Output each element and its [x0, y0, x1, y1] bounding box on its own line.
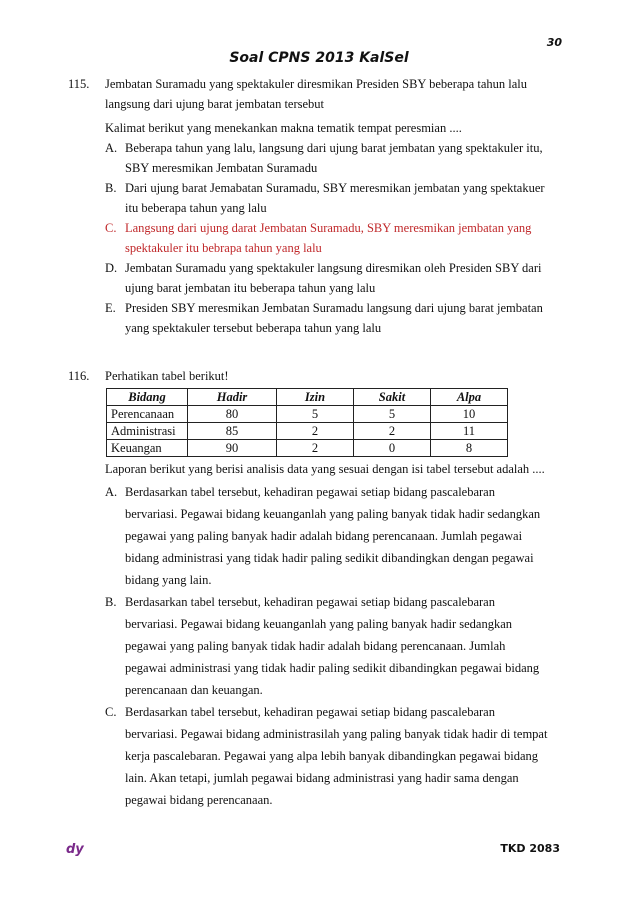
question-instruction: Laporan berikut yang berisi analisis data yang sesuai dengan isi tabel tersebut adalah .... — [105, 462, 545, 476]
option-letter: E. — [105, 301, 116, 315]
table-header-cell: Hadir — [188, 389, 277, 406]
option-line: pegawai yang paling banyak hadir adalah bidang perencanaan. Jumlah pegawai — [125, 529, 523, 543]
table-header-cell: Sakit — [354, 389, 431, 406]
option-a — [105, 138, 563, 178]
footer-code: TKD 2083 — [500, 842, 560, 855]
page-header-title: Soal CPNS 2013 KalSel — [229, 50, 409, 66]
attendance-table — [106, 388, 508, 457]
option-line: ujung barat jembatan itu beberapa tahun yang lalu — [125, 281, 376, 295]
table-cell: 2 — [354, 423, 431, 440]
table-cell: 5 — [354, 406, 431, 423]
table-cell: 0 — [354, 440, 431, 457]
option-letter: C. — [105, 221, 117, 235]
option-letter: D. — [105, 261, 118, 275]
option-line: Berdasarkan tabel tersebut, kehadiran pegawai setiap bidang pascalebaran — [125, 595, 495, 609]
option-line: kerja pascalebaran. Pegawai yang alpa lebih banyak dibandingkan pegawai bidang — [125, 749, 539, 763]
option-line: spektakuler itu bebrapa tahun yang lalu — [125, 241, 322, 255]
table-row — [107, 440, 508, 457]
footer-initials: dy — [66, 842, 84, 857]
table-row — [107, 406, 508, 423]
option-line: Presiden SBY meresmikan Jembatan Suramadu langsung dari ujung barat jembatan — [125, 301, 543, 315]
table-header-cell: Izin — [277, 389, 354, 406]
option-line: Berdasarkan tabel tersebut, kehadiran pegawai setiap bidang pascalebaran — [125, 485, 495, 499]
table-cell: Keuangan — [107, 440, 188, 457]
option-line: bidang yang lain. — [125, 573, 212, 587]
option-line: pegawai administrasi yang tidak hadir paling sedikit dibandingkan pegawai bidang — [125, 661, 540, 675]
option-line: Berdasarkan tabel tersebut, kehadiran pegawai setiap bidang pascalebaran — [125, 705, 495, 719]
option-line: pegawai yang paling banyak tidak hadir adalah bidang perencanaan. Jumlah — [125, 639, 506, 653]
option-c-answer — [105, 218, 563, 258]
table-cell: 10 — [431, 406, 508, 423]
table-cell: 8 — [431, 440, 508, 457]
question-116 — [68, 366, 563, 811]
table-cell: 80 — [188, 406, 277, 423]
table-cell: 5 — [277, 406, 354, 423]
option-line: bervariasi. Pegawai bidang keuanganlah yang paling banyak tidak hadir sedangkan — [125, 507, 541, 521]
question-number: 116. — [68, 369, 90, 383]
option-line: itu beberapa tahun yang lalu — [125, 201, 267, 215]
option-line: Langsung dari ujung darat Jembatan Suramadu, SBY meresmikan jembatan yang — [125, 221, 532, 235]
option-line: Beberapa tahun yang lalu, langsung dari ujung barat jembatan yang spektakuler itu, — [125, 141, 543, 155]
table-cell: 2 — [277, 440, 354, 457]
option-line: bervariasi. Pegawai bidang keuanganlah yang paling banyak hadir sedangkan — [125, 617, 513, 631]
option-line: Dari ujung barat Jemabatan Suramadu, SBY meresmikan jembatan yang spektakuer — [125, 181, 545, 195]
question-stem-line: Jembatan Suramadu yang spektakuler diresmikan Presiden SBY beberapa tahun lalu — [105, 77, 527, 91]
option-line: bidang administrasi yang tidak hadir paling sedikit dibandingkan dengan pegawai — [125, 551, 534, 565]
option-b — [105, 591, 563, 701]
table-header-cell: Bidang — [107, 389, 188, 406]
option-line: pegawai bidang perencanaan. — [125, 793, 273, 807]
option-b — [105, 178, 563, 218]
question-stem: Perhatikan tabel berikut! — [105, 369, 229, 383]
option-letter: C. — [105, 705, 117, 719]
option-line: lain. Akan tetapi, jumlah pegawai bidang administrasi yang hadir sama dengan — [125, 771, 519, 785]
option-letter: B. — [105, 181, 117, 195]
table-cell: 11 — [431, 423, 508, 440]
page-number: 30 — [546, 36, 562, 49]
option-e — [105, 298, 563, 338]
table-header-row — [107, 389, 508, 406]
option-c — [105, 701, 563, 811]
question-instruction: Kalimat berikut yang menekankan makna tematik tempat peresmian .... — [105, 121, 462, 135]
table-cell: 85 — [188, 423, 277, 440]
option-letter: B. — [105, 595, 117, 609]
option-line: yang spektakuler tersebut beberapa tahun yang lalu — [125, 321, 382, 335]
option-line: SBY meresmikan Jembatan Suramadu — [125, 161, 318, 175]
table-cell: 2 — [277, 423, 354, 440]
option-letter: A. — [105, 485, 118, 499]
option-line: Jembatan Suramadu yang spektakuler langsung diresmikan oleh Presiden SBY dari — [125, 261, 542, 275]
table-row — [107, 423, 508, 440]
question-number: 115. — [68, 77, 90, 91]
table-cell: Administrasi — [107, 423, 188, 440]
question-stem-line: langsung dari ujung barat jembatan tersebut — [105, 97, 325, 111]
table-header-cell: Alpa — [431, 389, 508, 406]
question-115 — [68, 74, 563, 338]
option-line: bervariasi. Pegawai bidang administrasilah yang paling banyak tidak hadir di tempat — [125, 727, 548, 741]
option-d — [105, 258, 563, 298]
option-letter: A. — [105, 141, 118, 155]
table-cell: 90 — [188, 440, 277, 457]
option-a — [105, 481, 563, 591]
table-cell: Perencanaan — [107, 406, 188, 423]
option-line: perencanaan dan keuangan. — [125, 683, 263, 697]
